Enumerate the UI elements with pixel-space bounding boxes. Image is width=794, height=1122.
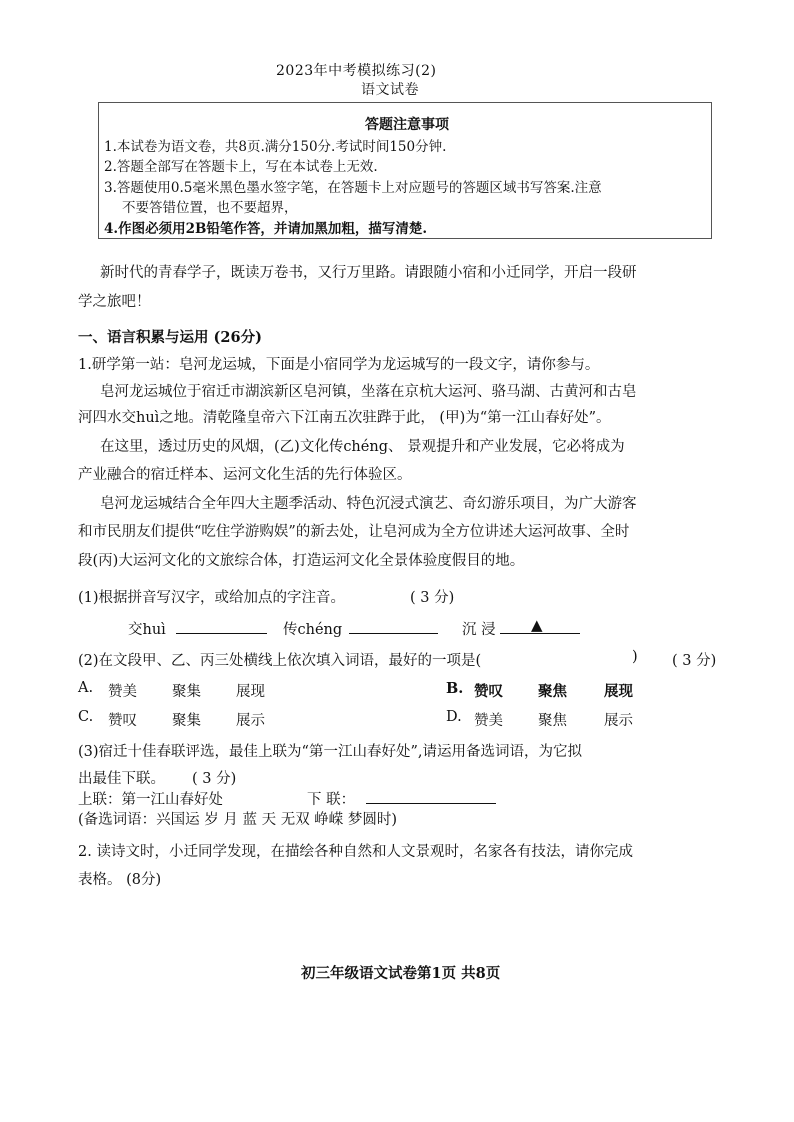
notice-item-4: 4.作图必须用2B铅笔作答，并请加黑加粗，描写清楚. <box>104 221 428 237</box>
blank-1-line[interactable] <box>176 619 267 634</box>
question-1-stem: 1.研学第一站：皂河龙运城，下面是小宿同学为龙运城写的一段文字，请你参与。 <box>78 357 600 373</box>
option-d-letter[interactable]: D. <box>446 709 462 725</box>
passage-line-2: 河四水交huì之地。清乾隆皇帝六下江南五次驻跸于此， (甲)为“第一江山春好处”。 <box>78 410 611 426</box>
question-2-line-1: 2. 读诗文时，小迁同学发现，在描绘各种自然和人文景观时，名家各有技法，请你完成 <box>78 844 633 860</box>
passage-line-1: 皂河龙运城位于宿迁市湖滨新区皂河镇，坐落在京杭大运河、骆马湖、古黄河和古皂 <box>100 384 637 400</box>
passage-line-4: 产业融合的宿迁样本、运河文化生活的先行体验区。 <box>78 467 412 483</box>
passage-line-6: 和市民朋友们提供“吃住学游购娱”的新去处，让皂河成为全方位讲述大运河故事、全时 <box>78 524 630 540</box>
option-c-word-3: 展示 <box>236 713 265 729</box>
sub-question-3-stem-cont: 出最佳下联。 <box>78 771 165 787</box>
blank-2-label: 传chéng <box>283 622 343 638</box>
candidate-words: (备选词语：兴国运 岁 月 蓝 天 无双 峥嵘 梦圆时) <box>78 812 398 828</box>
option-a-word-2: 聚集 <box>172 684 201 700</box>
upper-couplet: 上联：第一江山春好处 <box>78 792 223 808</box>
intro-line-1: 新时代的青春学子，既读万卷书，又行万里路。请跟随小宿和小迁同学，开启一段研 <box>100 265 637 281</box>
option-b-letter[interactable]: B. <box>446 680 464 697</box>
option-b-word-3: 展现 <box>604 683 633 700</box>
passage-line-5: 皂河龙运城结合全年四大主题季活动、特色沉浸式演艺、奇幻游乐项目，为广大游客 <box>100 496 637 512</box>
blank-1-label: 交huì <box>128 622 166 638</box>
sub-question-1-score: ( 3 分) <box>410 590 455 606</box>
option-a-word-3: 展现 <box>236 684 265 700</box>
notice-item-3-cont: 不要答错位置，也不要超界， <box>122 200 298 216</box>
option-a-letter[interactable]: A. <box>78 680 94 696</box>
lower-couplet-blank[interactable] <box>366 789 496 804</box>
sub-question-1-stem: (1)根据拼音写汉字，或给加点的字注音。 <box>78 590 346 606</box>
sub-question-2-bracket-close: ) <box>632 649 638 665</box>
triangle-marker-icon: ▲ <box>531 616 543 634</box>
option-b-word-2: 聚焦 <box>538 683 567 700</box>
option-a-word-1: 赞美 <box>108 684 137 700</box>
section-heading: 一、语言积累与运用 (26分) <box>78 329 262 346</box>
option-b-word-1: 赞叹 <box>474 683 503 700</box>
option-d-word-1: 赞美 <box>474 713 503 729</box>
notice-heading: 答题注意事项 <box>365 117 449 133</box>
option-c-word-1: 赞叹 <box>108 713 137 729</box>
notice-item-1: 1.本试卷为语文卷，共8页.满分150分.考试时间150分钟. <box>104 139 447 155</box>
exam-subtitle: 语文试卷 <box>361 82 419 98</box>
sub-question-3-stem: (3)宿迁十佳春联评选，最佳上联为“第一江山春好处”,请运用备选词语，为它拟 <box>78 744 582 760</box>
option-c-letter[interactable]: C. <box>78 709 94 725</box>
sub-question-2-stem: (2)在文段甲、乙、丙三处横线上依次填入词语，最好的一项是( <box>78 653 482 669</box>
option-d-word-3: 展示 <box>604 713 633 729</box>
blank-2-line[interactable] <box>349 619 438 634</box>
exam-title: 2023年中考模拟练习(2) <box>276 63 437 79</box>
blank-3-label: 沉 浸 <box>462 622 496 638</box>
passage-line-7: 段(丙)大运河文化的文旅综合体，打造运河文化全景体验度假目的地。 <box>78 553 525 569</box>
notice-item-3: 3.答题使用0.5毫米黑色墨水签字笔，在答题卡上对应题号的答题区域书写答案.注意 <box>104 180 602 196</box>
page-footer: 初三年级语文试卷第1页 共8页 <box>301 965 501 982</box>
sub-question-3-score: ( 3 分) <box>192 771 237 787</box>
option-d-word-2: 聚焦 <box>538 713 567 729</box>
lower-couplet-label: 下 联： <box>307 792 356 808</box>
notice-item-2: 2.答题全部写在答题卡上，写在本试卷上无效. <box>104 159 378 175</box>
option-c-word-2: 聚集 <box>172 713 201 729</box>
question-2-line-2: 表格。 (8分) <box>78 872 162 888</box>
passage-line-3: 在这里，透过历史的风烟，(乙)文化传chéng、 景观提升和产业发展，它必将成为 <box>100 439 625 455</box>
sub-question-2-score: ( 3 分) <box>672 653 717 669</box>
intro-line-2: 学之旅吧！ <box>78 294 151 310</box>
